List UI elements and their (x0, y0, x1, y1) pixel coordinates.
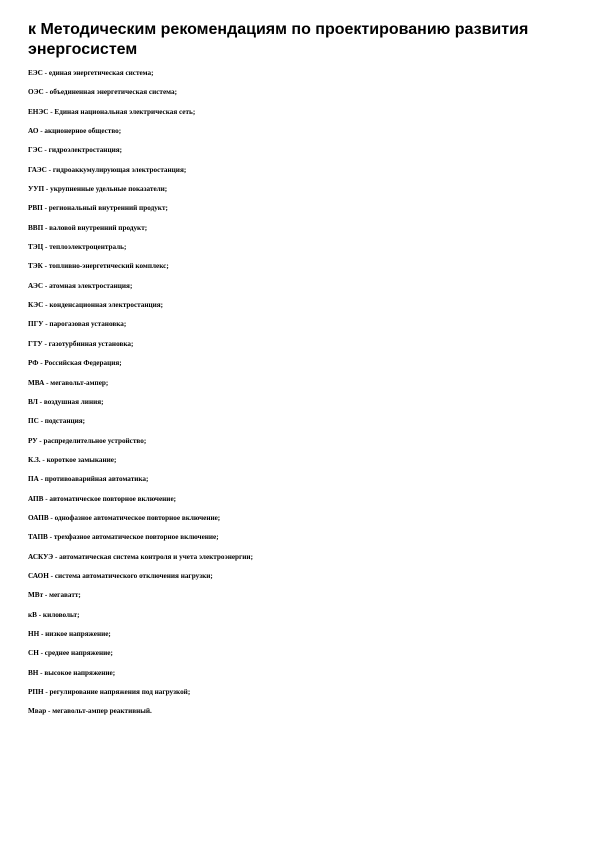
abbreviation-item: ГТУ - газотурбинная установка; (28, 339, 134, 348)
abbreviation-item: ОАПВ - однофазное автоматическое повторное включение; (28, 513, 221, 522)
document-page (28, 20, 568, 727)
abbreviation-item: МВА - мегавольт-ампер; (28, 378, 109, 387)
abbreviation-item: ГАЭС - гидроаккумулирующая электростанция; (28, 165, 187, 174)
abbreviation-item: АО - акционерное общество; (28, 127, 122, 136)
abbreviation-item: ТАПВ - трехфазное автоматическое повторное включение; (28, 533, 219, 542)
abbreviation-item: ОЭС - объединенная энергетическая система; (28, 88, 177, 97)
abbreviation-item: ВЛ - воздушная линия; (28, 397, 104, 406)
abbreviation-item: АПВ - автоматическое повторное включение; (28, 494, 177, 503)
abbreviation-item: ВВП - валовой внутренний продукт; (28, 223, 148, 232)
abbreviation-item: Мвар - мегавольт-ампер реактивный. (28, 707, 152, 716)
abbreviation-item: АЭС - атомная электростанция; (28, 281, 133, 290)
abbreviation-item: СН - среднее напряжение; (28, 649, 113, 658)
abbreviation-list (28, 69, 568, 727)
abbreviation-item: ГЭС - гидроэлектростанция; (28, 146, 123, 155)
abbreviation-item: ПГУ - парогазовая установка; (28, 320, 127, 329)
abbreviation-item: ТЭЦ - теплоэлектроцентраль; (28, 243, 127, 252)
abbreviation-item: РФ - Российская Федерация; (28, 359, 122, 368)
abbreviation-item: РПН - регулирование напряжения под нагрузкой; (28, 688, 191, 696)
document-title: к Методическим рекомендациям по проектированию развития энергосистем (28, 21, 529, 58)
abbreviation-item: ПС - подстанция; (28, 417, 86, 426)
abbreviation-item: кВ - киловольт; (28, 610, 80, 619)
abbreviation-item: САОН - система автоматического отключения нагрузки; (28, 571, 213, 580)
abbreviation-item: УУП - укрупненные удельные показатели; (28, 185, 168, 194)
abbreviation-item: ЕНЭС - Единая национальная электрическая сеть; (28, 107, 196, 116)
abbreviation-item: К.З. - короткое замыкание; (28, 455, 117, 464)
abbreviation-item: ВН - высокое напряжение; (28, 668, 116, 677)
abbreviation-item: НН - низкое напряжение; (28, 629, 111, 638)
abbreviation-item: ЕЭС - единая энергетическая система; (28, 69, 154, 77)
abbreviation-item: РУ - распределительное устройство; (28, 436, 147, 445)
abbreviation-item: ПА - противоаварийная автоматика; (28, 475, 149, 484)
abbreviation-item: РВП - региональный внутренний продукт; (28, 204, 168, 213)
abbreviation-item: АСКУЭ - автоматическая система контроля и учета электроэнергии; (28, 552, 253, 561)
abbreviation-item: МВт - мегаватт; (28, 591, 81, 600)
abbreviation-item: КЭС - конденсационная электростанция; (28, 301, 164, 310)
abbreviation-item: ТЭК - топливно-энергетический комплекс; (28, 262, 169, 271)
